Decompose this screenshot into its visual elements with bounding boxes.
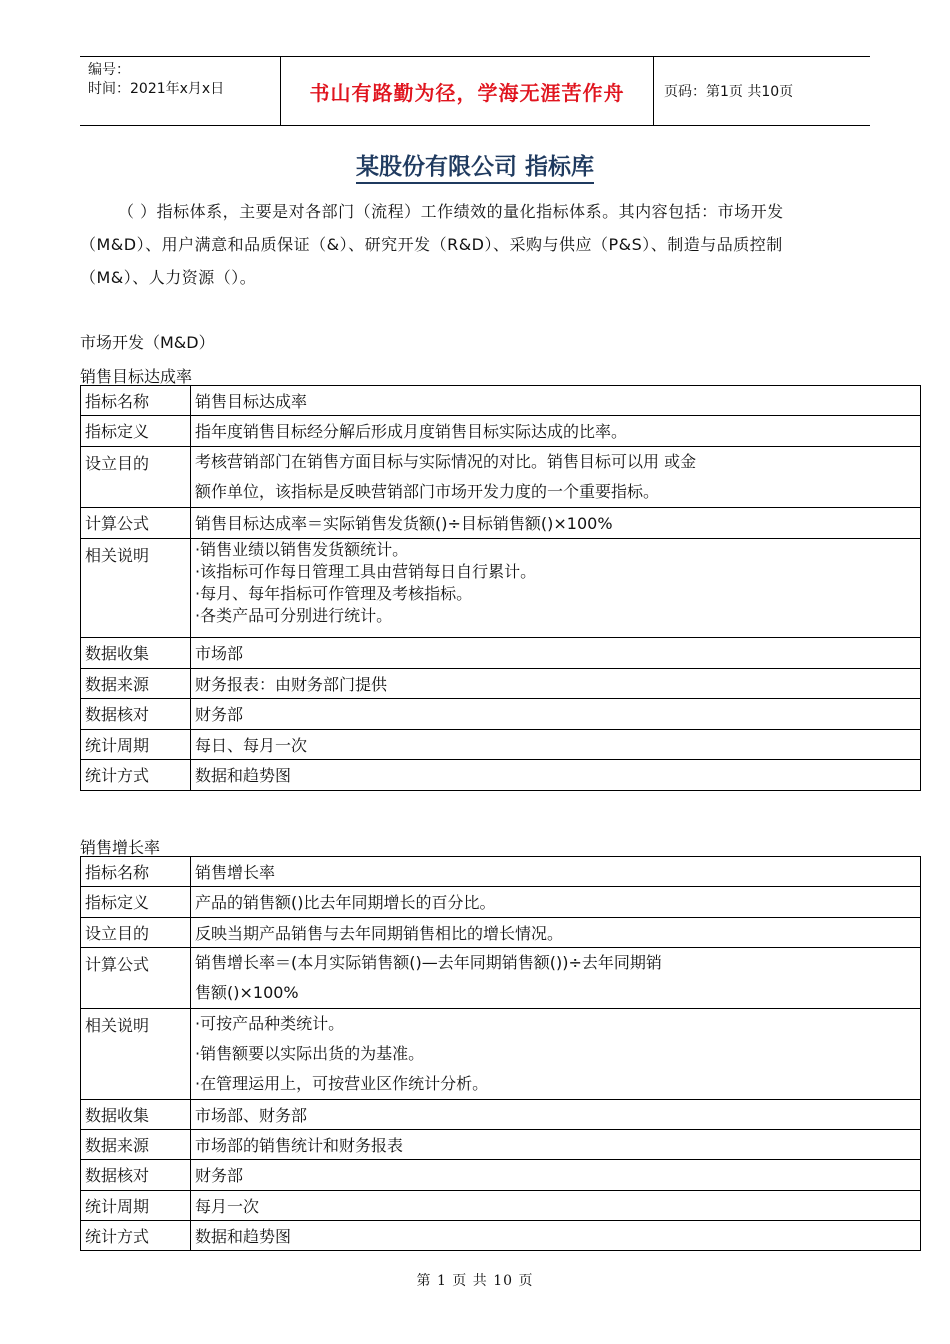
field-value [191,760,921,791]
table-row [81,416,921,447]
field-value-line: 财务报表：由财务部门提供 [195,675,388,694]
table-row [81,386,921,416]
field-value-line: 市场部、财务部 [195,1106,308,1125]
table-row [81,447,921,508]
table-label-sales-target: 销售目标达成率 [80,367,193,386]
field-value [191,447,921,508]
table-row [81,539,921,638]
page-footer: 第 1 页 共 10 页 [416,1273,534,1289]
field-value-line: 每日、每月一次 [195,736,308,755]
field-key: 相关说明 [81,539,191,638]
table-row [81,508,921,539]
kpi-table-sales-target [80,385,921,791]
field-value [191,918,921,948]
field-value [191,1100,921,1130]
field-value-line: ·该指标可作每日管理工具由营销每日自行累计。 [195,562,537,581]
document-title-wrap [0,148,950,181]
table-row [81,1009,921,1100]
field-key: 计算公式 [81,508,191,539]
document-title: 某股份有限公司 指标库 [356,154,594,184]
field-value [191,887,921,918]
field-value [191,699,921,730]
document-date: 时间：2021年x月x日 [88,81,225,97]
field-value-line: ·各类产品可分别进行统计。 [195,606,393,625]
field-value [191,669,921,699]
field-value [191,1130,921,1160]
field-value-line: 额作单位，该指标是反映营销部门市场开发力度的一个重要指标。 [195,482,660,501]
field-value [191,948,921,1009]
field-key: 指标定义 [81,416,191,447]
field-value-line: 产品的销售额()比去年同期增长的百分比。 [195,893,496,912]
field-value-line: 售额()×100% [195,983,299,1002]
kpi-table-sales-growth [80,856,921,1251]
field-key: 指标名称 [81,857,191,887]
field-value [191,1009,921,1100]
field-value-line: 财务部 [195,1166,244,1185]
field-value-line: ·在管理运用上，可按营业区作统计分析。 [195,1074,489,1093]
field-value-line: 数据和趋势图 [195,1227,292,1246]
field-value [191,1221,921,1251]
field-value [191,508,921,539]
field-value-line: ·每月、每年指标可作管理及考核指标。 [195,584,473,603]
field-value-line: 市场部的销售统计和财务报表 [195,1136,404,1155]
table-row [81,857,921,887]
table-row [81,1100,921,1130]
field-key: 数据来源 [81,1130,191,1160]
header-meta [80,57,281,125]
intro-paragraph: （ ）指标体系，主要是对各部门（流程）工作绩效的量化指标体系。其内容包括：市场开发（M&D）、用户满意和品质保证（&）、研究开发（R&D）、采购与供应（P&S）、制造与品质控制（M&）、人力资源（）。 [80,202,784,287]
field-value-line: 反映当期产品销售与去年同期销售相比的增长情况。 [195,924,564,943]
field-value-line: 指年度销售目标经分解后形成月度销售目标实际达成的比率。 [195,422,628,441]
field-value-line: 销售目标达成率 [195,392,308,411]
field-value-line: ·销售业绩以销售发货额统计。 [195,540,409,559]
table-row [81,699,921,730]
table-row [81,1221,921,1251]
field-value [191,1191,921,1221]
field-value-line: 销售目标达成率＝实际销售发货额()÷目标销售额()×100% [195,514,613,533]
field-value [191,1160,921,1191]
field-key: 指标名称 [81,386,191,416]
field-value-line: 考核营销部门在销售方面目标与实际情况的对比。销售目标可以用 或金 [195,452,697,471]
table-row [81,1130,921,1160]
field-key: 相关说明 [81,1009,191,1100]
field-key: 统计方式 [81,760,191,791]
header-page-info: 页码：第1页 共10页 [664,84,794,100]
field-key: 统计周期 [81,730,191,760]
field-value [191,638,921,669]
document-number: 编号： [88,62,130,78]
field-key: 数据来源 [81,669,191,699]
field-value-line: ·销售额要以实际出货的为基准。 [195,1044,425,1063]
field-key: 数据核对 [81,699,191,730]
field-value-line: 每月一次 [195,1197,260,1216]
field-key: 数据收集 [81,638,191,669]
field-value-line: ·可按产品种类统计。 [195,1014,345,1033]
field-key: 数据核对 [81,1160,191,1191]
field-key: 设立目的 [81,447,191,508]
field-value [191,539,921,638]
field-key: 计算公式 [81,948,191,1009]
field-key: 指标定义 [81,887,191,918]
field-key: 统计周期 [81,1191,191,1221]
table-row [81,1160,921,1191]
field-value-line: 销售增长率 [195,863,276,882]
field-value-line: 销售增长率＝(本月实际销售额()—去年同期销售额())÷去年同期销 [195,953,662,972]
field-value-line: 财务部 [195,705,244,724]
table-row [81,1191,921,1221]
field-value [191,730,921,760]
header-motto: 书山有路勤为径，学海无涯苦作舟 [281,57,654,125]
field-key: 统计方式 [81,1221,191,1251]
table-row [81,638,921,669]
field-key: 数据收集 [81,1100,191,1130]
table-row [81,669,921,699]
section-title: 市场开发（M&D） [80,333,215,352]
table-row [81,918,921,948]
field-key: 设立目的 [81,918,191,948]
table-label-sales-growth: 销售增长率 [80,838,161,857]
table-row [81,760,921,791]
table-row [81,948,921,1009]
field-value-line: 市场部 [195,644,244,663]
field-value [191,416,921,447]
table-row [81,887,921,918]
page-header [80,56,870,126]
table-row [81,730,921,760]
field-value-line: 数据和趋势图 [195,766,292,785]
field-value [191,386,921,416]
field-value [191,857,921,887]
